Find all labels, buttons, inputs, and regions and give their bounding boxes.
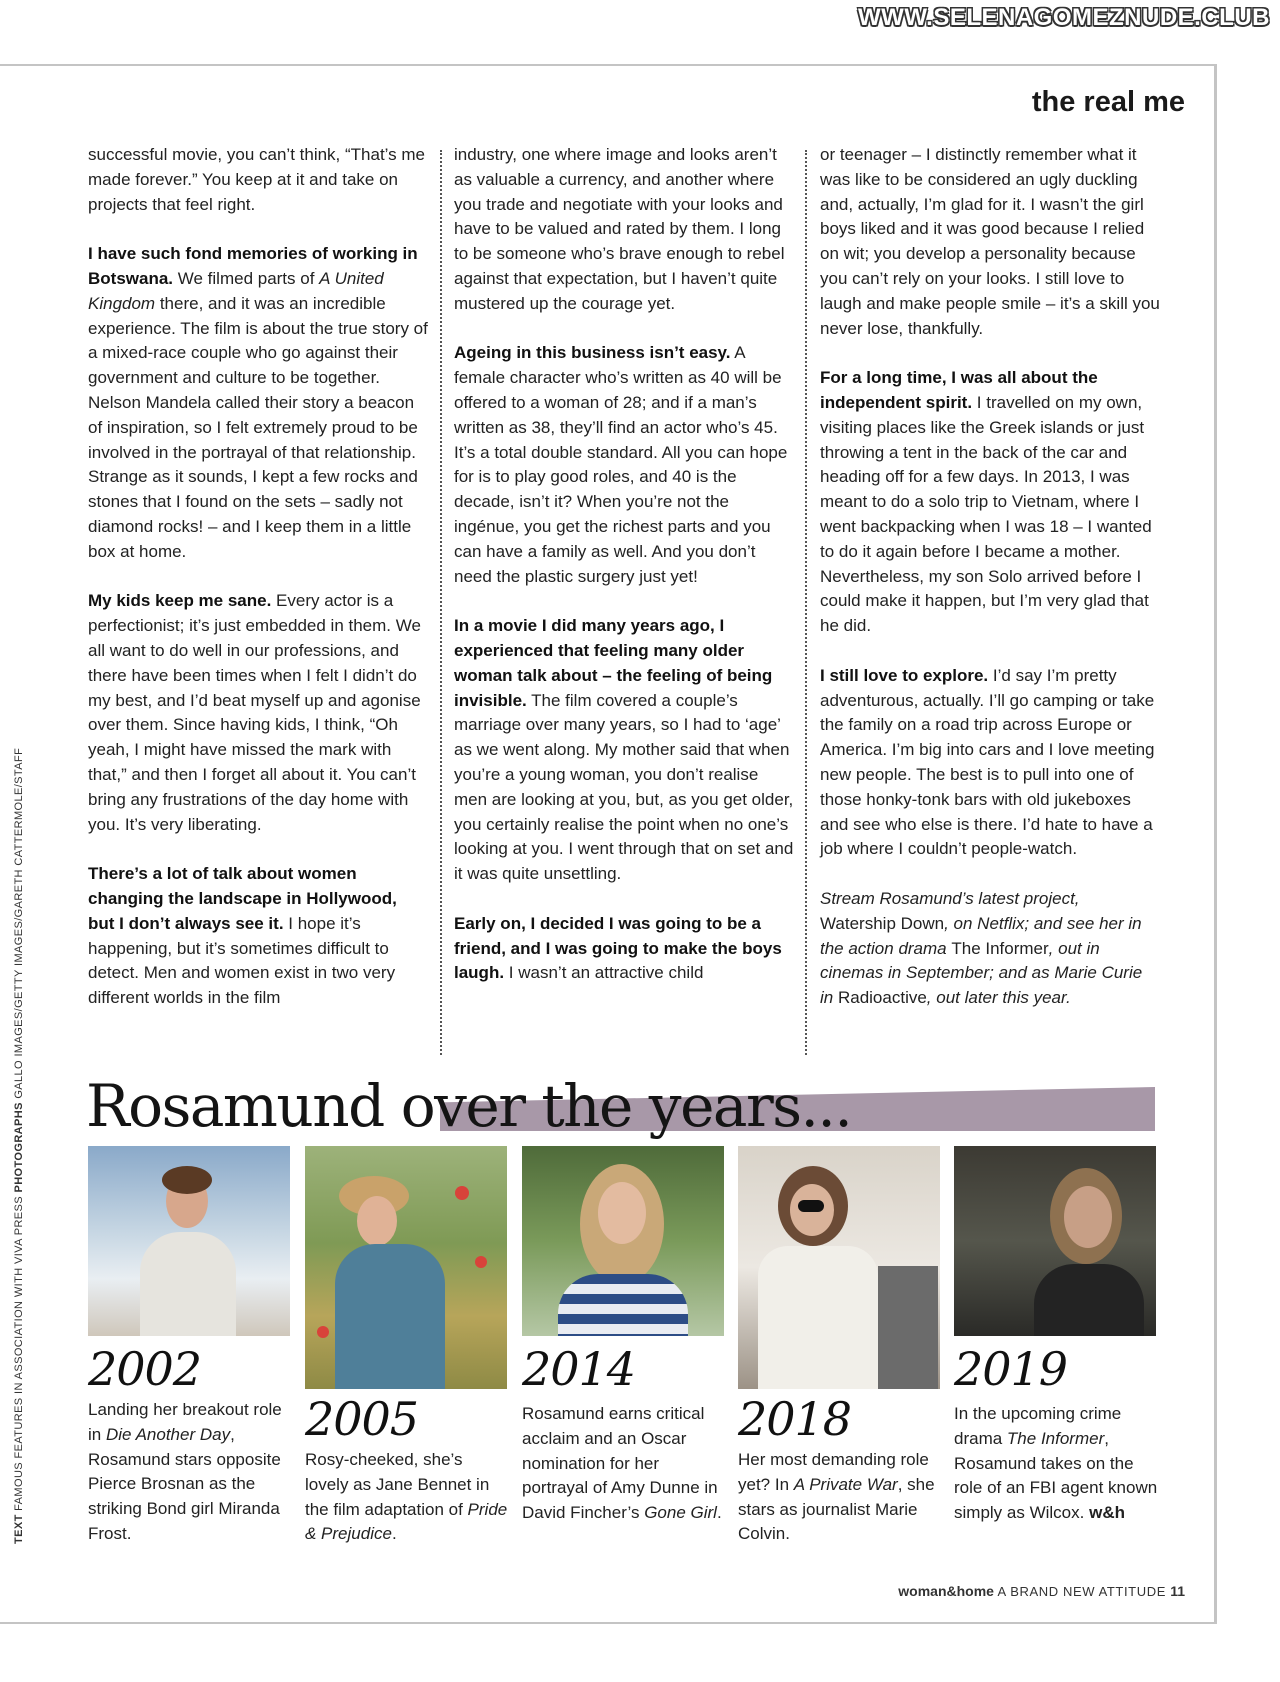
timeline-item-2018 <box>738 1146 943 1544</box>
caption-text: Landing her breakout role in <box>88 1400 282 1444</box>
lead-in: In a movie I did many years ago, I experienced that feeling many older woman talk about – the feeling of being invisible. <box>454 616 773 710</box>
year-label: 2018 <box>738 1392 852 1446</box>
footer-brand: woman&home <box>898 1583 994 1599</box>
caption <box>88 1398 293 1547</box>
film-title: Gone Girl <box>644 1503 717 1523</box>
film-title: A United Kingdom <box>88 268 384 313</box>
paragraph: successful movie, you can’t think, “That’s me made forever.” You keep at it and take on projects that feel right. <box>88 145 425 214</box>
body-text: there, and it was an incredible experience. The film is about the true story of a mixed-race couple who go against their government and culture to be together. Nelson Mandela called their story a beacon of inspiration, so I felt extremely proud to be involved in the portrayal of that relationship. Strange as it sounds, I kept a few rocks and stones that I found on the sets – sadly not diamond rocks! – and I keep them in a little box at home. <box>88 293 428 561</box>
body-text: I hope it’s happening, but it’s sometimes difficult to detect. Men and women exist in two very different worlds in the film <box>88 913 396 1008</box>
credit-text: GALLO IMAGES/GETTY IMAGES/GARETH CATTERMOLE/STAFF <box>13 747 25 1103</box>
paragraph <box>820 664 1160 862</box>
lead-in: For a long time, I was all about the independent spirit. <box>820 368 1098 412</box>
credit-label: TEXT <box>13 1514 25 1544</box>
lead-in: I have such fond memories of working in Botswana. <box>88 244 418 288</box>
caption-text: Rosy-cheeked, she’s lovely as Jane Bennet in the film adaptation of <box>305 1450 490 1519</box>
paragraph <box>88 589 428 837</box>
paragraph <box>88 242 428 564</box>
timeline-item-2002 <box>88 1146 293 1543</box>
timeline-item-2014 <box>522 1146 727 1523</box>
year-label: 2005 <box>305 1392 419 1446</box>
body-text: Every actor is a perfectionist; it’s just embedded in them. We all want to do well in our professions, and there have been times when I felt I didn’t do my best, and I’d beat myself up and agonise over them. Since having kids, I think, “Oh yeah, I might have missed the mark with that,” and then I forget all about it. You can’t bring any frustrations of the day home with you. It’s very liberating. <box>88 591 421 834</box>
page-footer <box>898 1583 1185 1599</box>
frame-top-rule <box>0 64 1217 66</box>
year-label: 2014 <box>522 1342 636 1396</box>
lead-in: I still love to explore. <box>820 665 989 685</box>
timeline-heading: Rosamund over the years... <box>86 1072 852 1140</box>
caption-text: , Rosamund takes on the role of an FBI agent known simply as Wilcox. <box>954 1428 1158 1523</box>
caption <box>522 1402 727 1526</box>
caption-text: , she stars as journalist Marie Colvin. <box>738 1474 935 1544</box>
column-divider <box>440 150 442 1055</box>
caption <box>305 1448 510 1547</box>
caption-text: Rosamund earns critical acclaim and an Oscar nomination for her portrayal of Amy Dunne in David Fincher’s <box>522 1404 718 1523</box>
film-title: The Informer <box>1006 1428 1105 1448</box>
body-text: We filmed parts of <box>173 268 320 288</box>
caption-text: . <box>391 1524 397 1544</box>
caption-text: , Rosamund stars opposite Pierce Brosnan as the striking Bond girl Miranda Frost. <box>88 1424 281 1543</box>
body-text: A female character who’s written as 40 will be offered to a woman of 28; and if a man’s written as 38, they’ll find an actor who’s 45. It’s a total double standard. All you can hope for is to play good roles, and 40 is the decade, isn’t it? When you’re not the ingénue, you get the richest parts and you can have a family as well. And you don’t need the plastic surgery just yet! <box>454 343 788 586</box>
title-text: Watership Down <box>820 913 945 933</box>
lead-in: Early on, I decided I was going to be a friend, and I was going to make the boys laugh. <box>454 913 782 983</box>
paragraph <box>88 862 428 1011</box>
section-title: the real me <box>1031 86 1185 118</box>
timeline-item-2005 <box>305 1146 510 1544</box>
credit-label: PHOTOGRAPHS <box>13 1102 25 1193</box>
article-column-3 <box>820 143 1160 1036</box>
photo-gone-girl <box>522 1146 724 1336</box>
paragraph <box>454 614 794 887</box>
caption <box>954 1402 1159 1526</box>
stream-note <box>820 887 1160 1011</box>
paragraph: industry, one where image and looks aren’t as valuable a currency, and another where you trade and negotiate with your looks and have to be valued and rated by them. I long to be someone who’s brave enough to rebel against that expectation, but I haven’t quite mustered up the courage yet. <box>454 145 785 313</box>
paragraph <box>820 366 1160 639</box>
body-text: I travelled on my own, visiting places like the Greek islands or just throwing a tent in the back of the car and heading off for a few days. In 2013, I was meant to do a solo trip to Vietnam, where I went backpacking when I was 18 – I wanted to do it again before I became a mother. Nevertheless, my son Solo arrived before I could make it happen, but I’m very glad that he did. <box>820 392 1152 636</box>
paragraph <box>454 912 794 986</box>
timeline-item-2019 <box>954 1146 1159 1523</box>
caption-text: . <box>716 1503 722 1523</box>
paragraph: or teenager – I distinctly remember what it was like to be considered an ugly duckling and, actually, I’m glad for it. I wasn’t the girl boys liked and it was good because I relied on wit; you develop a personality because you can’t rely on your looks. I still love to laugh and make people smile – it’s a skill you never lose, thankfully. <box>820 145 1160 338</box>
lead-in: My kids keep me sane. <box>88 591 272 611</box>
paragraph <box>454 341 794 589</box>
frame-bottom-rule <box>0 1622 1217 1624</box>
film-title: Pride & Prejudice <box>305 1499 508 1544</box>
body-text: I’d say I’m pretty adventurous, actually. I’ll go camping or take the family on a road trip across Europe or America. I’m big into cars and I love meeting new people. The best is to pull into one of those honky-tonk bars with old jukeboxes and see who else is there. I’d hate to have a job where I couldn’t people-watch. <box>820 665 1155 859</box>
footer-tagline: A BRAND NEW ATTITUDE <box>993 1584 1171 1599</box>
note-text: , on Netflix; and see her in the action drama <box>820 913 1142 958</box>
caption-text: In the upcoming crime drama <box>954 1404 1122 1448</box>
title-text: The Informer <box>951 938 1049 958</box>
caption <box>738 1448 943 1547</box>
year-label: 2002 <box>88 1342 202 1396</box>
credit-text: FAMOUS FEATURES IN ASSOCIATION WITH VIVA PRESS <box>13 1192 25 1515</box>
end-sign: w&h <box>1089 1503 1125 1523</box>
article-column-1 <box>88 143 428 1036</box>
photo-a-private-war <box>738 1146 940 1389</box>
lead-in: There’s a lot of talk about women changing the landscape in Hollywood, but I don’t always see it. <box>88 864 397 933</box>
article-column-2 <box>454 143 794 1011</box>
caption-text: Her most demanding role yet? In <box>738 1450 929 1494</box>
film-title: Die Another Day <box>105 1424 231 1444</box>
note-text: , out later this year. <box>926 988 1071 1008</box>
year-label: 2019 <box>954 1342 1068 1396</box>
note-text: Stream Rosamund’s latest project, <box>820 888 1080 908</box>
photo-pride-prejudice <box>305 1146 507 1389</box>
body-text: The film covered a couple’s marriage over many years, so I had to ‘age’ as we went along. My mother said that when you’re a young woman, you don’t realise men are looking at you, but, as you get older, you certainly realise the point when no one’s looking at you. I went through that on set and it was quite unsettling. <box>454 690 794 884</box>
frame-right-rule <box>1214 64 1217 1624</box>
body-text: I wasn’t an attractive child <box>504 963 704 983</box>
note-text: , out in cinemas in September; and as Marie Curie in <box>820 938 1143 1008</box>
title-text: Radioactive <box>837 988 927 1008</box>
photo-the-informer <box>954 1146 1156 1336</box>
photo-credit <box>13 748 25 1544</box>
column-divider <box>805 150 807 1055</box>
film-title: A Private War <box>793 1474 898 1494</box>
page-number: 11 <box>1170 1583 1185 1599</box>
lead-in: Ageing in this business isn’t easy. <box>454 343 731 363</box>
watermark: WWW.SELENAGOMEZNUDE.CLUB <box>858 4 1270 31</box>
photo-die-another-day <box>88 1146 290 1336</box>
